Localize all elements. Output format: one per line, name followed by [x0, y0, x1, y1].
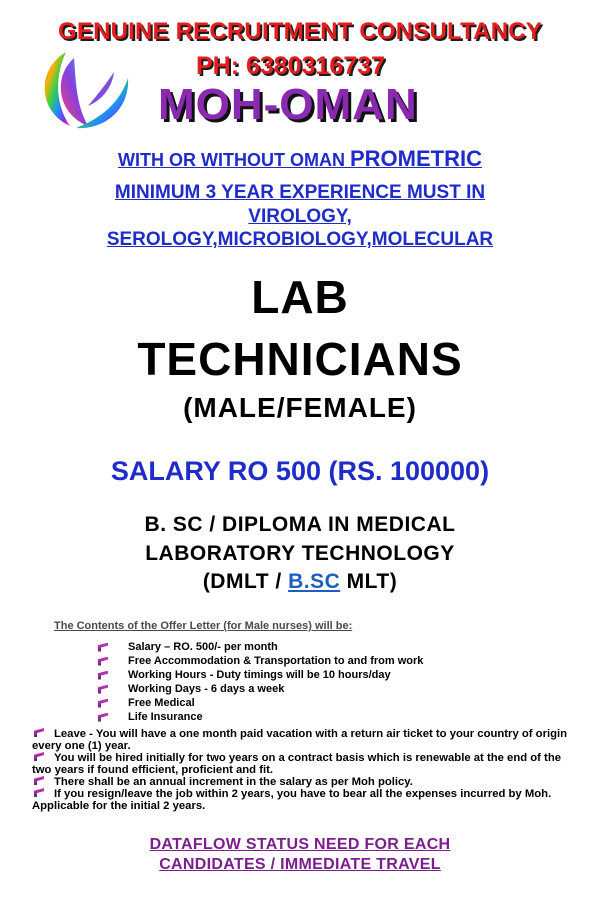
list-item [98, 696, 423, 710]
benefit-text: Working Days - 6 days a week [128, 683, 285, 695]
benefits-list [98, 640, 423, 724]
benefit-text: Free Medical [128, 697, 195, 709]
footer-line-1: DATAFLOW STATUS NEED FOR EACH [149, 836, 451, 853]
purple-bullet-icon [34, 788, 44, 797]
list-item [32, 728, 572, 752]
qualification-line-2: LABORATORY TECHNOLOGY [145, 542, 455, 565]
term-text: If you resign/leave the job within 2 years, you have to bear all the expenses incurred by Moh. Applicable for the initial 2 years. [32, 788, 552, 812]
offer-letter-heading: The Contents of the Offer Letter (for Male nurses) will be: [54, 620, 353, 632]
experience-line-3: SEROLOGY,MICROBIOLOGY,MOLECULAR [106, 229, 494, 250]
benefit-text: Working Hours - Duty timings will be 10 hours/day [128, 669, 391, 681]
exam-name: PROMETRIC [349, 146, 482, 171]
list-item [32, 788, 572, 812]
bsc-link[interactable]: B.SC [288, 570, 341, 593]
purple-bullet-icon [98, 671, 108, 680]
job-title-line-1: LAB [251, 271, 349, 323]
list-item [32, 776, 572, 788]
list-item [98, 710, 423, 724]
benefit-text: Salary – RO. 500/- per month [128, 641, 278, 653]
benefit-text: Life Insurance [128, 711, 203, 723]
rainbow-swoosh-logo-icon [36, 44, 136, 134]
purple-bullet-icon [34, 752, 44, 761]
purple-bullet-icon [98, 685, 108, 694]
gender-note: (MALE/FEMALE) [183, 392, 417, 423]
footer-line-2: CANDIDATES / IMMEDIATE TRAVEL [159, 856, 441, 873]
experience-line-2: VIROLOGY, [248, 206, 352, 227]
experience-line-1: MINIMUM 3 YEAR EXPERIENCE MUST IN [114, 182, 486, 203]
list-item [32, 752, 572, 776]
list-item [98, 654, 423, 668]
salary: SALARY RO 500 (RS. 100000) [110, 456, 490, 486]
list-item [98, 668, 423, 682]
term-text: You will be hired initially for two years on a contract basis which is renewable at the end of the two years if found efficient, proficient and fit. [32, 752, 562, 776]
purple-bullet-icon [98, 713, 108, 722]
exam-prefix: WITH OR WITHOUT OMAN [118, 150, 350, 170]
qualification-line-3 [0, 570, 600, 594]
firm-name: GENUINE RECRUITMENT CONSULTANCY [58, 18, 542, 45]
purple-bullet-icon [98, 657, 108, 666]
phone-number: PH: 6380316737 [196, 52, 386, 80]
terms-list [32, 728, 572, 812]
list-item [98, 640, 423, 654]
qualification-prefix: (DMLT / [202, 570, 289, 593]
prometric-requirement [0, 146, 600, 172]
employer-title: MOH-OMAN [158, 80, 418, 129]
list-item [98, 682, 423, 696]
qualification-suffix: MLT) [340, 570, 398, 593]
purple-bullet-icon [98, 643, 108, 652]
job-title-line-2: TECHNICIANS [137, 333, 463, 385]
purple-bullet-icon [34, 776, 44, 785]
term-text: There shall be an annual increment in the salary as per Moh policy. [54, 776, 413, 788]
qualification-line-1: B. SC / DIPLOMA IN MEDICAL [144, 513, 456, 536]
term-text: Leave - You will have a one month paid vacation with a return air ticket to your country of origin every one (1) year. [32, 728, 568, 752]
benefit-text: Free Accommodation & Transportation to and from work [128, 655, 424, 667]
purple-bullet-icon [98, 699, 108, 708]
purple-bullet-icon [34, 728, 44, 737]
